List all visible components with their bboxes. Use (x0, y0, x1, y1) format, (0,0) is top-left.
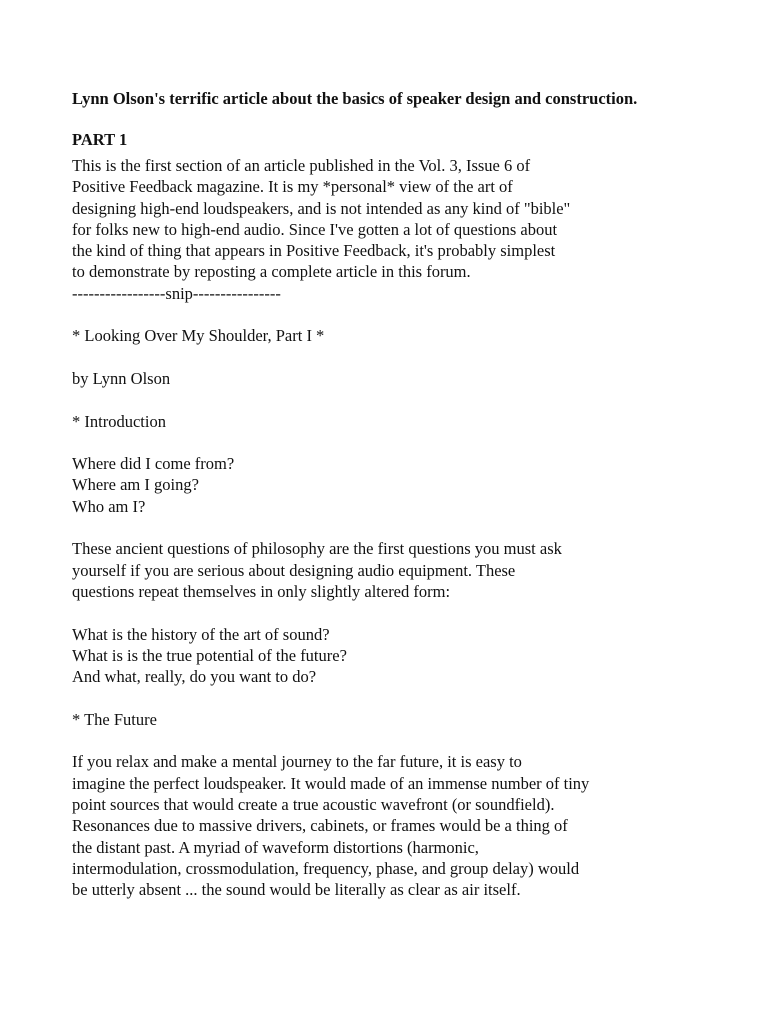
questions-list-2 (72, 624, 712, 688)
intro-paragraph (72, 155, 712, 304)
section-heading-introduction: * Introduction (72, 411, 166, 431)
document-page (72, 88, 712, 900)
spacer (72, 687, 712, 708)
intro-line: for folks new to high-end audio. Since I've gotten a lot of questions about (72, 219, 558, 239)
intro-line: This is the first section of an article published in the Vol. 3, Issue 6 of (72, 156, 531, 175)
paragraph-line: imagine the perfect loudspeaker. It would made of an immense number of tiny (72, 773, 590, 793)
intro-line: to demonstrate by reposting a complete article in this forum. (72, 262, 471, 282)
paragraph-line: If you relax and make a mental journey to the far future, it is easy to (72, 752, 522, 772)
spacer (72, 347, 712, 368)
paragraph-line: point sources that would create a true acoustic wavefront (or soundfield). (72, 794, 555, 814)
question-line: What is the history of the art of sound? (72, 624, 330, 644)
philosophy-paragraph (72, 538, 712, 602)
paragraph-line: intermodulation, crossmodulation, frequency, phase, and group delay) would (72, 858, 580, 878)
document-title: Lynn Olson's terrific article about the basics of speaker design and construction. (72, 89, 638, 108)
intro-line: the kind of thing that appears in Positive Feedback, it's probably simplest (72, 241, 556, 261)
intro-line: Positive Feedback magazine. It is my *personal* view of the art of (72, 177, 513, 197)
part-heading: PART 1 (72, 130, 128, 149)
question-line: Where am I going? (72, 475, 199, 495)
question-line: Who am I? (72, 496, 146, 516)
paragraph-line: the distant past. A myriad of waveform distortions (harmonic, (72, 837, 479, 857)
paragraph-line: be utterly absent ... the sound would be literally as clear as air itself. (72, 880, 521, 900)
paragraph-line: questions repeat themselves in only slightly altered form: (72, 581, 451, 601)
questions-list (72, 453, 712, 517)
spacer (72, 517, 712, 538)
question-line: Where did I come from? (72, 454, 235, 474)
snip-divider: -----------------snip---------------- (72, 283, 281, 303)
spacer (72, 389, 712, 410)
article-heading: * Looking Over My Shoulder, Part I * (72, 326, 325, 346)
intro-line: designing high-end loudspeakers, and is not intended as any kind of "bible" (72, 198, 571, 218)
question-line: What is is the true potential of the future? (72, 645, 347, 665)
spacer (72, 602, 712, 623)
paragraph-line: yourself if you are serious about designing audio equipment. These (72, 560, 516, 580)
spacer (72, 730, 712, 751)
paragraph-line: These ancient questions of philosophy are the first questions you must ask (72, 539, 562, 559)
section-heading-future: * The Future (72, 709, 157, 729)
spacer (72, 432, 712, 453)
byline: by Lynn Olson (72, 368, 171, 388)
spacer (72, 304, 712, 325)
paragraph-line: Resonances due to massive drivers, cabinets, or frames would be a thing of (72, 816, 568, 836)
future-paragraph (72, 751, 712, 900)
question-line: And what, really, do you want to do? (72, 667, 317, 687)
